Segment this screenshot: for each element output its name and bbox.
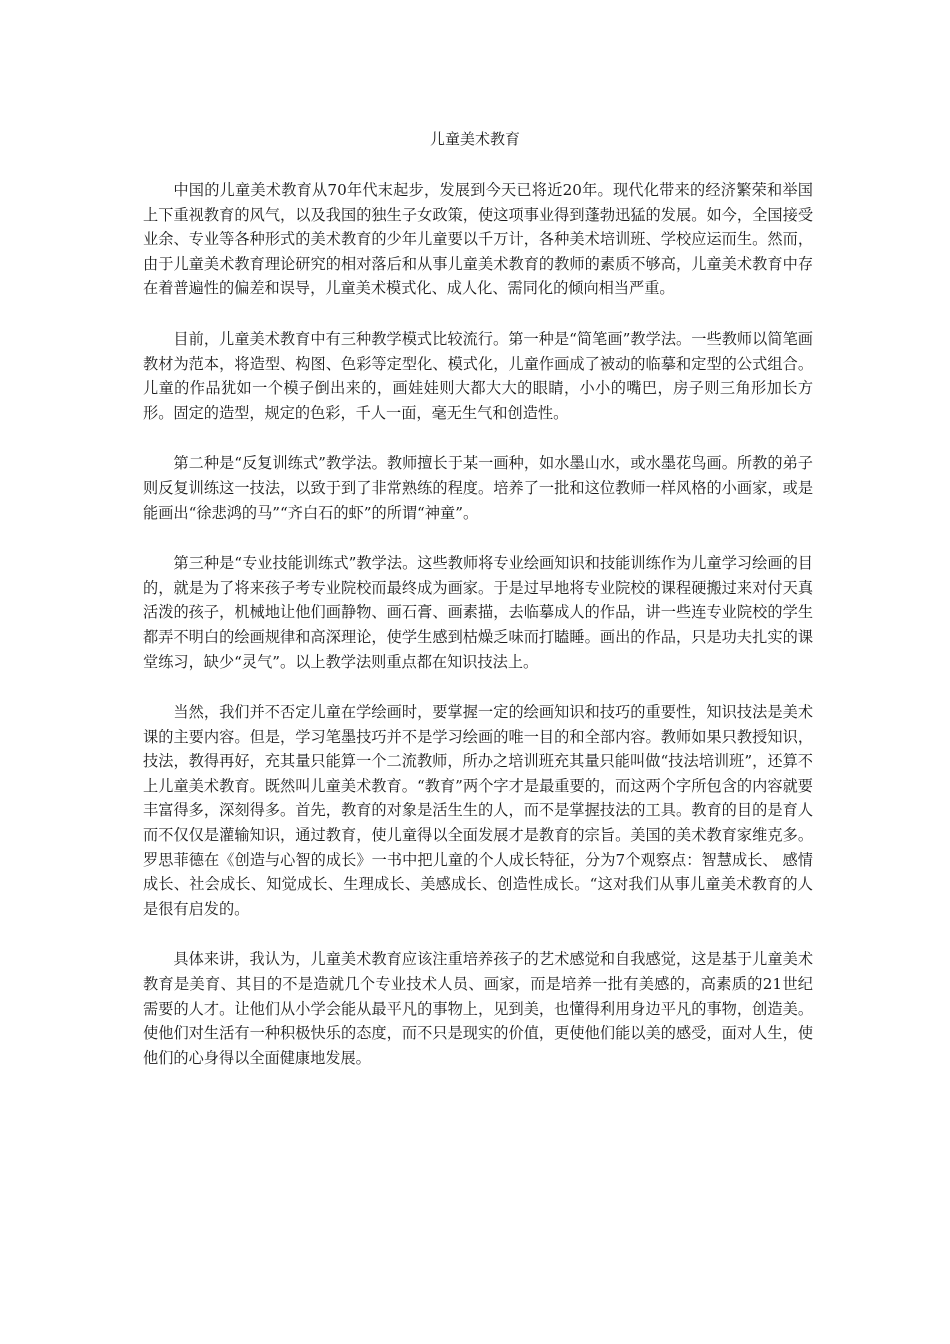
paragraph-2: 目前，儿童美术教育中有三种教学模式比较流行。第一种是“简笔画”教学法。一些教师以简笔画教材为范本，将造型、构图、色彩等定型化、模式化，儿童作画成了被动的临摹和定型的公式组合。儿童的作品犹如一个模子倒出来的，画娃娃则大都大大的眼睛，小小的嘴巴，房子则三角形加长方形。固定的造型，规定的色彩，千人一面，毫无生气和创造性。 [143, 329, 813, 422]
paragraph-6: 具体来讲，我认为，儿童美术教育应该注重培养孩子的艺术感觉和自我感觉，这是基于儿童美术教育是美育、其目的不是造就几个专业技术人员、画家，而是培养一批有美感的，高素质的21世纪需要的人才。让他们从小学会能从最平凡的事物上，见到美，也懂得利用身边平凡的事物，创造美。使他们对生活有一种积极快乐的态度，而不只是现实的价值，更使他们能以美的感受，面对人生，使他们的心身得以全面健康地发展。 [143, 950, 813, 1067]
paragraph-4: 第三种是“专业技能训练式”教学法。这些教师将专业绘画知识和技能训练作为儿童学习绘画的目的，就是为了将来孩子考专业院校而最终成为画家。于是过早地将专业院校的课程硬搬过来对付天真活泼的孩子，机械地让他们画静物、画石膏、画素描，去临摹成人的作品，讲一些连专业院校的学生都弄不明白的绘画规律和高深理论，使学生感到枯燥乏味而打瞌睡。画出的作品，只是功夫扎实的课堂练习，缺少“灵气”。以上教学法则重点都在知识技法上。 [143, 554, 813, 671]
paragraph-1: 中国的儿童美术教育从70年代末起步，发展到今天已将近20年。现代化带来的经济繁荣和举国上下重视教育的风气，以及我国的独生子女政策，使这项事业得到蓬勃迅猛的发展。如今，全国接受业余、专业等各种形式的美术教育的少年儿童要以千万计，各种美术培训班、学校应运而生。然而，由于儿童美术教育理论研究的相对落后和从事儿童美术教育的教师的素质不够高，儿童美术教育中存在着普遍性的偏差和误导，儿童美术模式化、成人化、需同化的倾向相当严重。 [143, 181, 813, 298]
document-body [143, 178, 813, 1096]
paragraph-3: 第二种是“反复训练式”教学法。教师擅长于某一画种，如水墨山水，或水墨花鸟画。所教的弟子则反复训练这一技法，以致于到了非常熟练的程度。培养了一批和这位教师一样风格的小画家，或是能画出“徐悲鸿的马”“齐白石的虾”的所谓“神童”。 [143, 454, 813, 522]
document-title: 儿童美术教育 [429, 130, 520, 148]
paragraph-5: 当然，我们并不否定儿童在学绘画时，要掌握一定的绘画知识和技巧的重要性，知识技法是美术课的主要内容。但是，学习笔墨技巧并不是学习绘画的唯一目的和全部内容。教师如果只教授知识，技法，教得再好，充其量只能算一个二流教师，所办之培训班充其量只能叫做“技法培训班”，还算不上儿童美术教育。既然叫儿童美术教育。“教育”两个字才是最重要的，而这两个字所包含的内容就要丰富得多，深刻得多。首先，教育的对象是活生生的人，而不是掌握技法的工具。教育的目的是育人而不仅仅是灌输知识，通过教育，使儿童得以全面发展才是教育的宗旨。美国的美术教育家维克多。罗思菲德在《创造与心智的成长》一书中把儿童的个人成长特征，分为7个观察点：智慧成长、 感情成长、社会成长、知觉成长、生理成长、美感成长、创造性成长。“这对我们从事儿童美术教育的人是很有启发的。 [143, 703, 813, 918]
